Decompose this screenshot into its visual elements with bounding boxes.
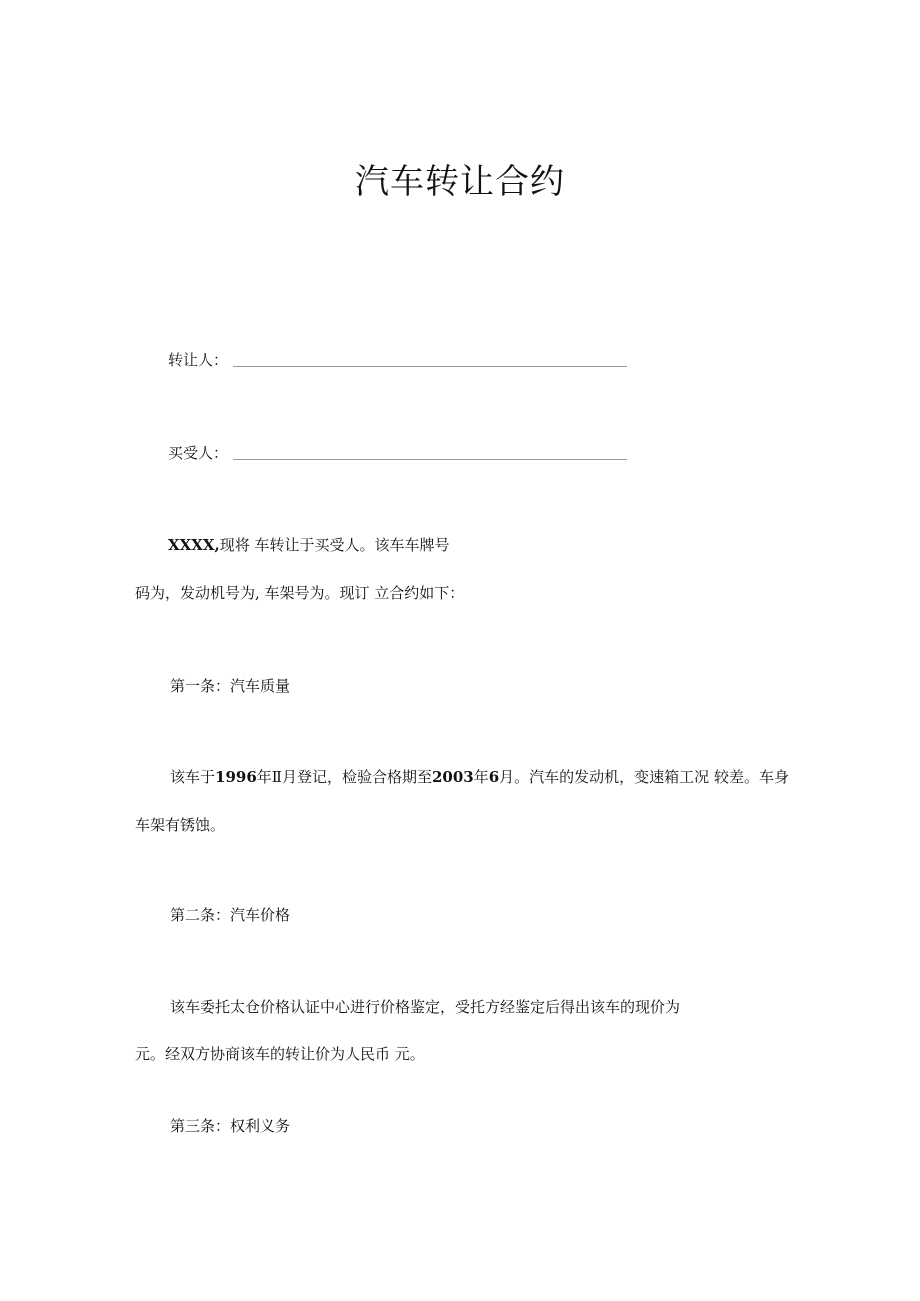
- valid-month: 6: [488, 768, 500, 786]
- buyer-label: 买受人：: [168, 444, 229, 462]
- article-1-heading: 第一条：汽车质量: [170, 677, 291, 695]
- transferor-blank-line: [233, 366, 627, 367]
- intro-line-1-text: 现将 车转让于买受人。该车车牌号: [219, 536, 450, 554]
- transferor-label: 转让人：: [168, 351, 229, 369]
- buyer-blank-line: [233, 459, 627, 460]
- intro-line-2: 码为，发动机号为, 车架号为。现订 立合约如下：: [135, 584, 465, 602]
- intro-placeholder: XXXX,: [168, 536, 220, 554]
- article-1-paragraph-line-2: 车架有锈蚀。: [135, 816, 226, 834]
- article-1-paragraph-line-1: 该车于1996年Ⅱ月登记，检验合格期至2003年6月。汽车的发动机，变速箱工况 较差。车身: [170, 768, 789, 786]
- article-3-heading: 第三条：权利义务: [170, 1117, 291, 1135]
- article-2-heading: 第二条：汽车价格: [170, 906, 291, 924]
- article-2-paragraph-line-1: 该车委托太仓价格认证中心进行价格鉴定，受托方经鉴定后得出该车的现价为: [170, 998, 681, 1016]
- registration-year: 1996: [215, 768, 257, 786]
- valid-year: 2003: [431, 768, 474, 786]
- document-title: 汽车转让合约: [355, 162, 565, 202]
- article-2-paragraph-line-2: 元。经双方协商该车的转让价为人民币 元。: [135, 1045, 425, 1063]
- intro-line-1: [168, 535, 450, 555]
